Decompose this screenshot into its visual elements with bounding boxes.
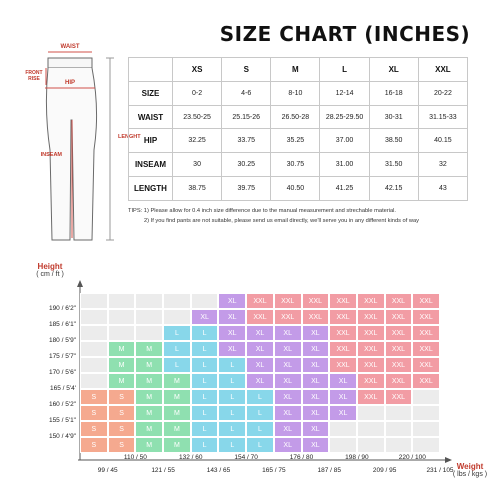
weight-tick-upper: 154 / 70 xyxy=(234,454,258,461)
grid-cell-xl: XL xyxy=(246,373,274,389)
weight-tick-upper: 110 / 50 xyxy=(123,454,147,461)
grid-cell-xxl: XXL xyxy=(412,325,440,341)
grid-cell-xl: XL xyxy=(329,389,357,405)
grid-cell-xxl: XXL xyxy=(385,357,413,373)
grid-cell-xxl: XXL xyxy=(412,373,440,389)
table-cell: 40.50 xyxy=(271,177,320,201)
grid-cell-s: S xyxy=(108,389,136,405)
table-cell: 31.00 xyxy=(320,153,369,177)
grid-cell-m: M xyxy=(163,421,191,437)
grid-cell-s: S xyxy=(108,405,136,421)
weight-tick-lower: 99 / 45 xyxy=(97,467,118,474)
weight-tick-lower: 231 / 105 xyxy=(426,467,454,474)
grid-cell-xl: XL xyxy=(302,405,330,421)
grid-cell-l: L xyxy=(191,389,219,405)
grid-cell-l: L xyxy=(246,437,274,453)
grid-cell-xxl: XXL xyxy=(357,325,385,341)
weight-unit: ( lbs / kgs ) xyxy=(452,471,488,478)
grid-cell-empty xyxy=(357,421,385,437)
grid-cell-empty xyxy=(80,325,108,341)
grid-cell-xl: XL xyxy=(218,325,246,341)
row-label: HIP xyxy=(129,129,173,153)
table-cell: 16-18 xyxy=(369,81,418,105)
size-chart-title: SIZE CHART (INCHES) xyxy=(219,22,471,46)
table-cell: 0-2 xyxy=(173,81,222,105)
column-header: XS xyxy=(173,58,222,82)
table-cell: 42.15 xyxy=(369,177,418,201)
grid-cell-m: M xyxy=(135,389,163,405)
grid-cell-empty xyxy=(135,309,163,325)
table-cell: 30-31 xyxy=(369,105,418,129)
grid-cell-xl: XL xyxy=(218,341,246,357)
height-tick: 175 / 5'7" xyxy=(48,353,76,360)
grid-cell-xxl: XXL xyxy=(385,389,413,405)
grid-cell-xxl: XXL xyxy=(274,309,302,325)
row-label: INSEAM xyxy=(129,153,173,177)
height-tick: 165 / 5'4' xyxy=(50,385,76,392)
pants-measurement-diagram xyxy=(0,0,141,270)
table-row xyxy=(129,177,468,201)
grid-cell-xl: XL xyxy=(329,405,357,421)
front-rise-label xyxy=(25,70,42,82)
grid-cell-l: L xyxy=(218,405,246,421)
column-header: M xyxy=(271,58,320,82)
grid-cell-m: M xyxy=(108,357,136,373)
grid-cell-xxl: XXL xyxy=(385,325,413,341)
weight-tick-lower: 209 / 95 xyxy=(372,467,397,474)
grid-cell-empty xyxy=(412,437,440,453)
grid-cell-l: L xyxy=(163,325,191,341)
grid-cell-xl: XL xyxy=(274,421,302,437)
table-cell: 38.50 xyxy=(369,129,418,153)
grid-cell-xl: XL xyxy=(329,373,357,389)
table-row xyxy=(129,81,468,105)
weight-tick-upper: 132 / 60 xyxy=(179,454,203,461)
grid-cell-l: L xyxy=(246,421,274,437)
table-cell: 31.15-33 xyxy=(418,105,467,129)
weight-tick-upper: 220 / 100 xyxy=(398,454,426,461)
table-cell: 4-6 xyxy=(222,81,271,105)
grid-cell-empty xyxy=(385,405,413,421)
grid-cell-l: L xyxy=(191,357,219,373)
grid-cell-m: M xyxy=(108,341,136,357)
grid-cell-xl: XL xyxy=(246,325,274,341)
table-cell: 30.25 xyxy=(222,153,271,177)
weight-tick-lower: 187 / 85 xyxy=(317,467,341,474)
grid-cell-s: S xyxy=(108,421,136,437)
grid-cell-empty xyxy=(163,309,191,325)
grid-cell-xxl: XXL xyxy=(302,309,330,325)
grid-cell-xl: XL xyxy=(274,437,302,453)
grid-cell-xxl: XXL xyxy=(357,357,385,373)
column-header xyxy=(129,58,173,82)
grid-cell-xl: XL xyxy=(274,357,302,373)
table-cell: 8-10 xyxy=(271,81,320,105)
grid-cell-empty xyxy=(108,293,136,309)
table-cell: 23.50-25 xyxy=(173,105,222,129)
table-cell: 31.50 xyxy=(369,153,418,177)
hip-label: HIP xyxy=(64,80,76,86)
grid-cell-empty xyxy=(135,325,163,341)
grid-cell-xxl: XXL xyxy=(412,341,440,357)
weight-tick-upper: 176 / 80 xyxy=(289,454,314,461)
grid-cell-xl: XL xyxy=(302,341,330,357)
grid-cell-xxl: XXL xyxy=(302,293,330,309)
table-row xyxy=(129,153,468,177)
grid-cell-xxl: XXL xyxy=(329,357,357,373)
grid-cell-xl: XL xyxy=(191,309,219,325)
height-axis-title xyxy=(20,262,80,278)
grid-cell-s: S xyxy=(80,437,108,453)
grid-cell-m: M xyxy=(135,421,163,437)
tips xyxy=(128,206,498,226)
grid-cell-xl: XL xyxy=(302,357,330,373)
grid-cell-m: M xyxy=(135,437,163,453)
grid-cell-empty xyxy=(357,405,385,421)
height-unit: ( cm / ft ) xyxy=(36,271,64,278)
grid-cell-l: L xyxy=(218,421,246,437)
grid-cell-m: M xyxy=(135,405,163,421)
grid-cell-xl: XL xyxy=(274,389,302,405)
grid-cell-empty xyxy=(80,309,108,325)
height-tick: 170 / 5'6" xyxy=(48,369,76,376)
grid-cell-l: L xyxy=(218,373,246,389)
grid-cell-empty xyxy=(191,293,219,309)
grid-cell-empty xyxy=(163,293,191,309)
grid-cell-xl: XL xyxy=(274,373,302,389)
table-row xyxy=(129,129,468,153)
column-header: S xyxy=(222,58,271,82)
grid-cell-empty xyxy=(329,421,357,437)
table-cell: 37.00 xyxy=(320,129,369,153)
grid-cell-m: M xyxy=(135,357,163,373)
front-rise-line2: RISE xyxy=(28,76,40,82)
table-cell: 12-14 xyxy=(320,81,369,105)
grid-cell-m: M xyxy=(135,373,163,389)
grid-cell-xl: XL xyxy=(218,293,246,309)
height-tick: 180 / 5'9" xyxy=(48,337,76,344)
grid-cell-m: M xyxy=(163,373,191,389)
inseam-label: INSEAM xyxy=(40,152,62,158)
grid-cell-xl: XL xyxy=(302,437,330,453)
grid-cell-empty xyxy=(80,357,108,373)
grid-cell-m: M xyxy=(163,389,191,405)
grid-cell-m: M xyxy=(163,437,191,453)
grid-cell-xl: XL xyxy=(246,341,274,357)
grid-cell-l: L xyxy=(246,405,274,421)
table-cell: 30.75 xyxy=(271,153,320,177)
table-cell: 43 xyxy=(418,177,467,201)
grid-cell-xl: XL xyxy=(246,357,274,373)
grid-cell-xl: XL xyxy=(302,421,330,437)
grid-cell-xxl: XXL xyxy=(412,309,440,325)
grid-cell-xxl: XXL xyxy=(274,293,302,309)
waist-label: WAIST xyxy=(60,44,80,50)
grid-cell-empty xyxy=(412,405,440,421)
grid-cell-empty xyxy=(80,293,108,309)
weight-tick-lower: 121 / 55 xyxy=(151,467,175,474)
grid-cell-l: L xyxy=(218,389,246,405)
height-tick: 150 / 4'9" xyxy=(48,433,76,440)
grid-cell-empty xyxy=(385,437,413,453)
grid-cell-xl: XL xyxy=(302,389,330,405)
grid-cell-m: M xyxy=(108,373,136,389)
table-cell: 40.15 xyxy=(418,129,467,153)
table-cell: 33.75 xyxy=(222,129,271,153)
grid-cell-xxl: XXL xyxy=(412,293,440,309)
table-cell: 25.15-26 xyxy=(222,105,271,129)
grid-cell-xxl: XXL xyxy=(412,357,440,373)
grid-cell-empty xyxy=(385,421,413,437)
column-header: XXL xyxy=(418,58,467,82)
grid-cell-empty xyxy=(135,293,163,309)
height-tick: 185 / 6'1" xyxy=(48,321,76,328)
grid-cell-xxl: XXL xyxy=(385,293,413,309)
table-cell: 30 xyxy=(173,153,222,177)
size-chart-body xyxy=(129,58,468,201)
length-label: LENGHT xyxy=(118,134,141,140)
size-header-row xyxy=(129,58,468,82)
grid-cell-empty xyxy=(108,325,136,341)
grid-cell-xxl: XXL xyxy=(385,309,413,325)
grid-cell-xxl: XXL xyxy=(246,309,274,325)
table-cell: 32.25 xyxy=(173,129,222,153)
grid-cell-l: L xyxy=(191,341,219,357)
weight-title: Weight xyxy=(456,462,484,471)
grid-cell-xl: XL xyxy=(302,325,330,341)
row-label: SIZE xyxy=(129,81,173,105)
table-cell: 41.25 xyxy=(320,177,369,201)
grid-cell-l: L xyxy=(218,437,246,453)
table-cell: 35.25 xyxy=(271,129,320,153)
height-title: Height xyxy=(37,262,63,271)
weight-tick-upper: 198 / 90 xyxy=(345,454,369,461)
grid-cell-xxl: XXL xyxy=(385,373,413,389)
grid-cell-xxl: XXL xyxy=(357,373,385,389)
grid-cell-xl: XL xyxy=(274,341,302,357)
grid-cell-xxl: XXL xyxy=(246,293,274,309)
grid-cell-s: S xyxy=(80,389,108,405)
column-header: XL xyxy=(369,58,418,82)
grid-cell-xl: XL xyxy=(302,373,330,389)
grid-cell-xxl: XXL xyxy=(329,293,357,309)
grid-cell-l: L xyxy=(191,405,219,421)
weight-tick-lower: 165 / 75 xyxy=(262,467,286,474)
grid-cell-l: L xyxy=(191,421,219,437)
column-header: L xyxy=(320,58,369,82)
grid-cell-l: L xyxy=(163,341,191,357)
grid-cell-empty xyxy=(357,437,385,453)
table-cell: 28.25-29.50 xyxy=(320,105,369,129)
table-cell: 26.50-28 xyxy=(271,105,320,129)
grid-cell-l: L xyxy=(218,357,246,373)
grid-cell-l: L xyxy=(191,325,219,341)
grid-cell-l: L xyxy=(246,389,274,405)
table-cell: 39.75 xyxy=(222,177,271,201)
grid-cell-xxl: XXL xyxy=(385,341,413,357)
size-chart-table xyxy=(128,57,468,201)
height-tick: 155 / 5'1" xyxy=(48,417,76,424)
front-rise-line1: FRONT xyxy=(25,70,43,76)
grid-cell-xxl: XXL xyxy=(329,309,357,325)
grid-cell-xxl: XXL xyxy=(357,389,385,405)
weight-tick-lower: 143 / 65 xyxy=(206,467,231,474)
grid-cell-s: S xyxy=(80,405,108,421)
grid-cell-empty xyxy=(80,373,108,389)
height-tick: 160 / 5'2" xyxy=(48,401,76,408)
grid-cell-xxl: XXL xyxy=(329,341,357,357)
table-cell: 32 xyxy=(418,153,467,177)
size-fit-grid xyxy=(80,293,440,453)
grid-cell-s: S xyxy=(108,437,136,453)
table-row xyxy=(129,105,468,129)
grid-cell-empty xyxy=(329,437,357,453)
grid-cell-xxl: XXL xyxy=(357,341,385,357)
height-tick: 190 / 6'2" xyxy=(48,305,76,312)
grid-cell-l: L xyxy=(191,437,219,453)
grid-cell-m: M xyxy=(163,405,191,421)
tip-2: 2) If you find pants are not suitable, please send us email directly, we'll serve you in any different kinds of way xyxy=(144,218,419,224)
grid-cell-xl: XL xyxy=(274,325,302,341)
grid-cell-empty xyxy=(412,389,440,405)
grid-cell-m: M xyxy=(135,341,163,357)
grid-cell-empty xyxy=(108,309,136,325)
grid-cell-l: L xyxy=(163,357,191,373)
grid-cell-empty xyxy=(80,341,108,357)
grid-cell-l: L xyxy=(191,373,219,389)
row-label: WAIST xyxy=(129,105,173,129)
row-label: LENGTH xyxy=(129,177,173,201)
grid-cell-xxl: XXL xyxy=(357,309,385,325)
table-cell: 38.75 xyxy=(173,177,222,201)
grid-cell-xxl: XXL xyxy=(329,325,357,341)
tip-1: TIPS: 1) Please allow for 0.4 inch size difference due to the manual measurement and strechable material. xyxy=(128,208,396,214)
grid-cell-xxl: XXL xyxy=(357,293,385,309)
grid-cell-xl: XL xyxy=(218,309,246,325)
table-cell: 20-22 xyxy=(418,81,467,105)
grid-cell-s: S xyxy=(80,421,108,437)
grid-cell-xl: XL xyxy=(274,405,302,421)
grid-cell-empty xyxy=(412,421,440,437)
